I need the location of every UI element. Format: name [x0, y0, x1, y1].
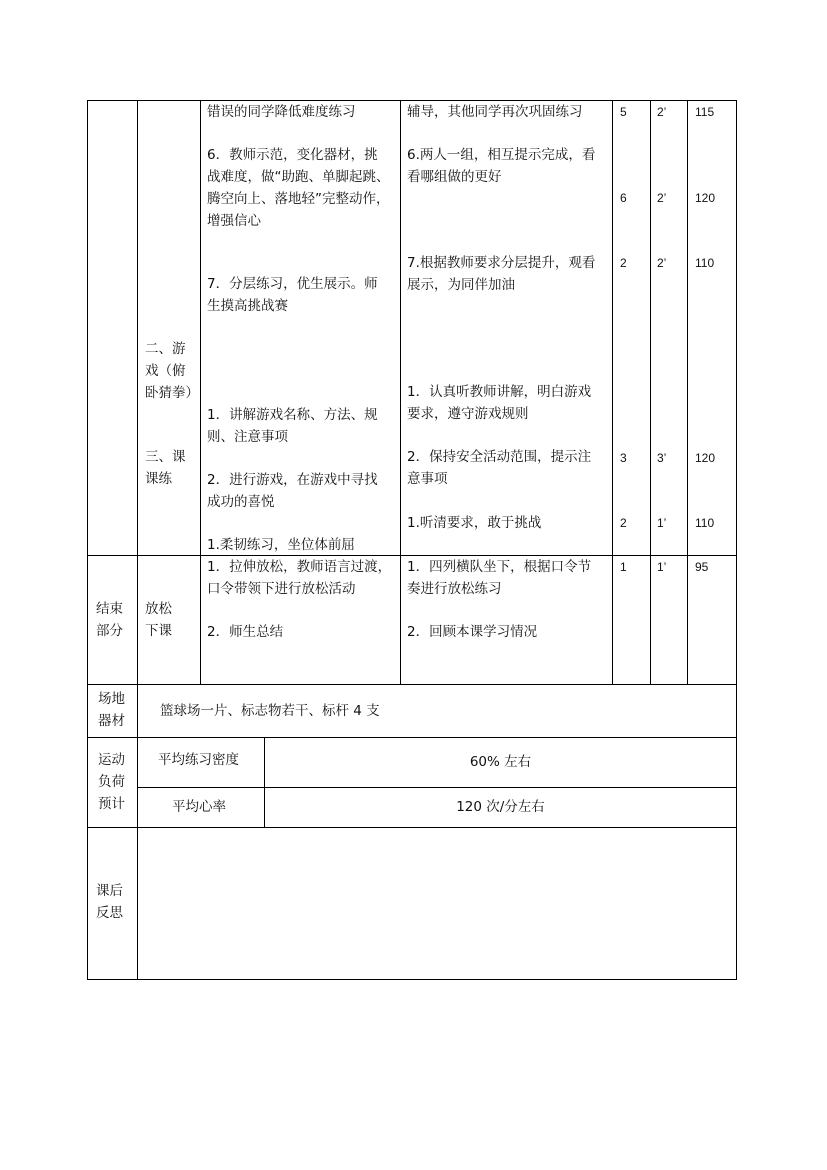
reflection-content-area[interactable]: [138, 828, 736, 979]
heart-rate-label: 平均心率: [172, 799, 226, 815]
ending-minutes: 1’: [657, 560, 667, 574]
density-value: 60% 左右: [469, 754, 532, 770]
density-label: 平均练习密度: [158, 752, 239, 768]
student-text-0: 辅导，其他同学再次巩固练习: [407, 104, 583, 120]
heart-rate-value: 120 次/分左右: [456, 799, 545, 815]
ending-times: 1: [620, 560, 627, 574]
teacher-lesson-step-1: 1.柔韧练习，坐位体前屈: [207, 537, 355, 553]
teacher-text-0: 错误的同学降低难度练习: [207, 104, 356, 120]
student-lesson-step-1: 1.听清要求，敢于挑战: [407, 515, 542, 531]
venue-value: 篮球场一片、标志物若干、标杆 4 支: [160, 703, 380, 719]
ending-heart-rate: 95: [695, 560, 709, 574]
